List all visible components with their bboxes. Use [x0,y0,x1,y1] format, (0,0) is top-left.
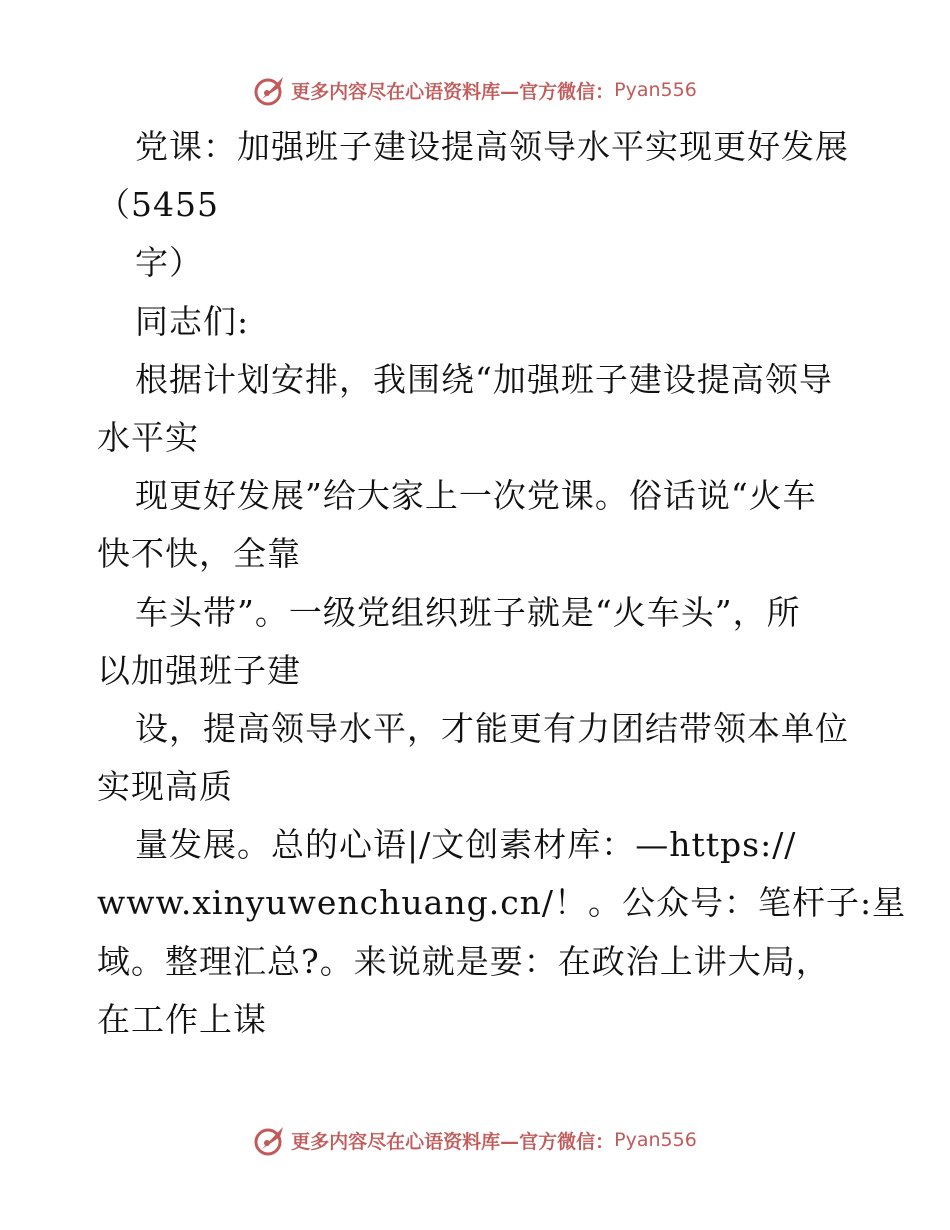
text-line: 现更好发展”给大家上一次党课。俗话说“火车 [135,476,817,516]
text-line: 水平实 [97,417,199,457]
text-line: （5455 [97,185,219,225]
text-line: 车头带”。一级党组织班子就是“火车头”，所 [135,592,801,632]
text-line: 设，提高领导水平，才能更有力团结带领本单位 [135,708,849,748]
footer-watermark [0,1120,950,1160]
document-body [97,118,907,1049]
text-line: 以加强班子建 [97,650,301,690]
watermark-text: 更多内容尽在心语资料库—官方微信： [291,80,615,103]
text-line: 快不快，全靠 [97,534,301,574]
watermark-brand: Pyan556 [614,1129,697,1151]
text-line: 根据计划安排，我围绕“加强班子建设提高领导 [135,359,833,399]
text-line: 实现高质 [97,767,233,807]
text-line: 同志们: [135,301,250,341]
text-line: 在工作上谋 [97,999,267,1039]
watermark-brand: Pyan556 [614,79,697,101]
text-line: 党课：加强班子建设提高领导水平实现更好发展 [135,127,849,166]
quill-logo-icon [253,1123,287,1157]
quill-logo-icon [253,73,287,107]
header-watermark [0,70,950,110]
watermark-text: 更多内容尽在心语资料库—官方微信： [291,1130,615,1153]
text-line: 量发展。总的心语|/文创素材库：—https:// [135,825,797,865]
text-line: 字） [135,243,203,283]
text-line: 域。整理汇总?。来说就是要：在政治上讲大局， [97,941,830,981]
text-line: www.xinyuwenchuang.cn/！。公众号：笔杆子:星 [97,883,907,923]
